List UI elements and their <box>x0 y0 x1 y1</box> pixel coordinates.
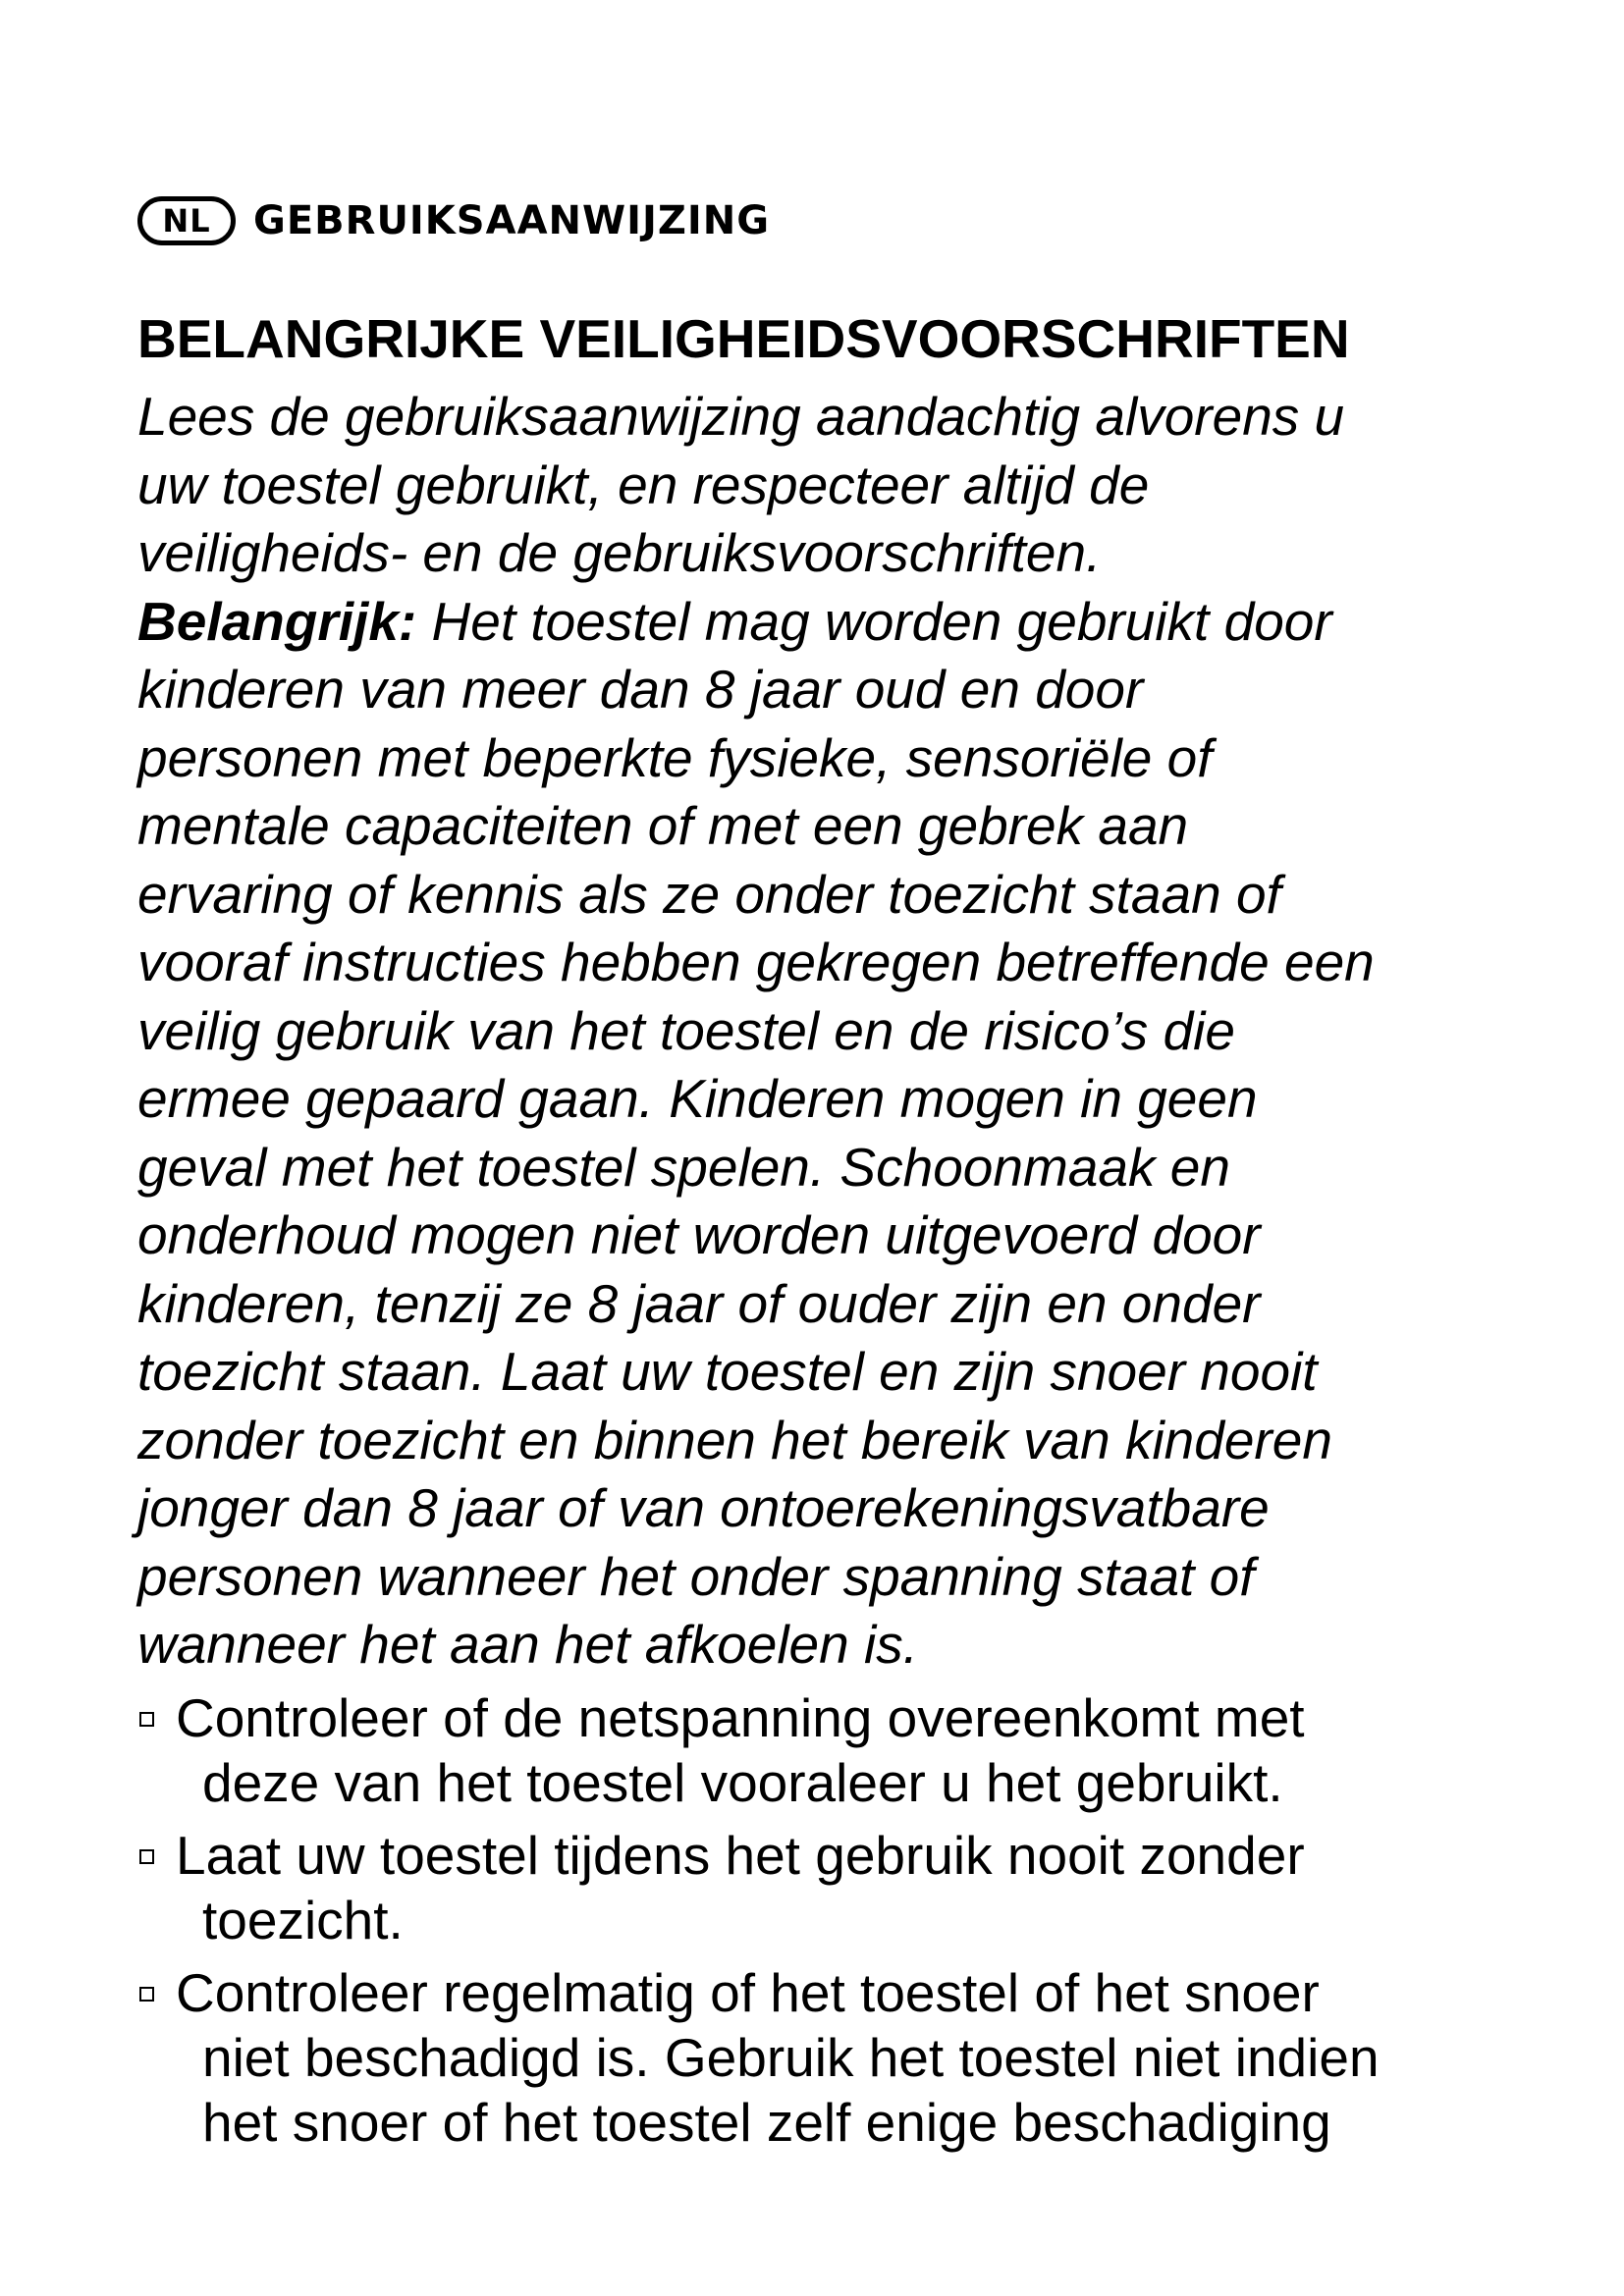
manual-page <box>137 187 1532 2163</box>
safety-bullet-list <box>137 1685 1532 2155</box>
bullet-text: niet beschadigd is. Gebruik het toestel niet indien <box>202 2026 1380 2088</box>
important-line: kinderen, tenzij ze 8 jaar of ouder zijn en onder <box>137 1272 1261 1334</box>
important-line: geval met het toestel spelen. Schoonmaak en <box>137 1136 1230 1198</box>
important-line: kinderen van meer dan 8 jaar oud en door <box>137 659 1144 720</box>
important-line: toezicht staan. Laat uw toestel en zijn snoer nooit <box>137 1341 1318 1402</box>
important-line: personen wanneer het onder spanning staat of <box>137 1545 1255 1607</box>
bullet-item <box>137 1685 1532 1815</box>
checkbox-icon <box>139 1712 154 1727</box>
important-line: personen met beperkte fysieke, sensoriële of <box>137 726 1213 788</box>
bullet-text: Controleer of de netspanning overeenkomt met <box>176 1686 1305 1748</box>
important-line: onderhoud mogen niet worden uitgevoerd door <box>137 1204 1261 1265</box>
language-badge: NL <box>137 196 236 245</box>
checkbox-icon <box>139 1849 154 1864</box>
important-line: veilig gebruik van het toestel en de risico’s die <box>137 999 1235 1061</box>
bullet-text: toezicht. <box>202 1889 404 1950</box>
section-title: BELANGRIJKE VEILIGHEIDSVOORSCHRIFTEN <box>137 308 1350 369</box>
bullet-item <box>137 1823 1532 1952</box>
bullet-text: Laat uw toestel tijdens het gebruik nooit zonder <box>176 1824 1305 1886</box>
important-line: ervaring of kennis als ze onder toezicht staan of <box>137 863 1281 925</box>
intro-paragraph <box>137 383 1532 1680</box>
bullet-text: deze van het toestel vooraleer u het gebruikt. <box>202 1751 1283 1813</box>
bullet-item <box>137 1960 1532 2155</box>
important-label: Belangrijk: <box>137 590 417 652</box>
checkbox-icon <box>139 1987 154 2002</box>
important-line: vooraf instructies hebben gekregen betreffende een <box>137 932 1375 992</box>
intro-line: uw toestel gebruikt, en respecteer altijd de <box>137 454 1150 515</box>
language-header <box>137 187 1532 255</box>
important-line: jonger dan 8 jaar of van ontoerekeningsvatbare <box>137 1477 1270 1538</box>
intro-line: Lees de gebruiksaanwijzing aandachtig alvorens u <box>137 386 1345 447</box>
bullet-text: het snoer of het toestel zelf enige beschadiging <box>202 2091 1331 2153</box>
important-line: wanneer het aan het afkoelen is. <box>137 1614 919 1675</box>
important-first-line <box>137 588 1532 657</box>
important-line: mentale capaciteiten of met een gebrek aan <box>137 795 1189 856</box>
important-line: ermee gepaard gaan. Kinderen mogen in geen <box>137 1068 1258 1129</box>
manual-title: GEBRUIKSAANWIJZING <box>253 198 771 243</box>
important-text: Het toestel mag worden gebruikt door <box>416 590 1332 652</box>
bullet-text: Controleer regelmatig of het toestel of het snoer <box>176 1961 1320 2023</box>
important-line: zonder toezicht en binnen het bereik van kinderen <box>137 1409 1332 1470</box>
intro-line: veiligheids- en de gebruiksvoorschriften. <box>137 522 1102 583</box>
